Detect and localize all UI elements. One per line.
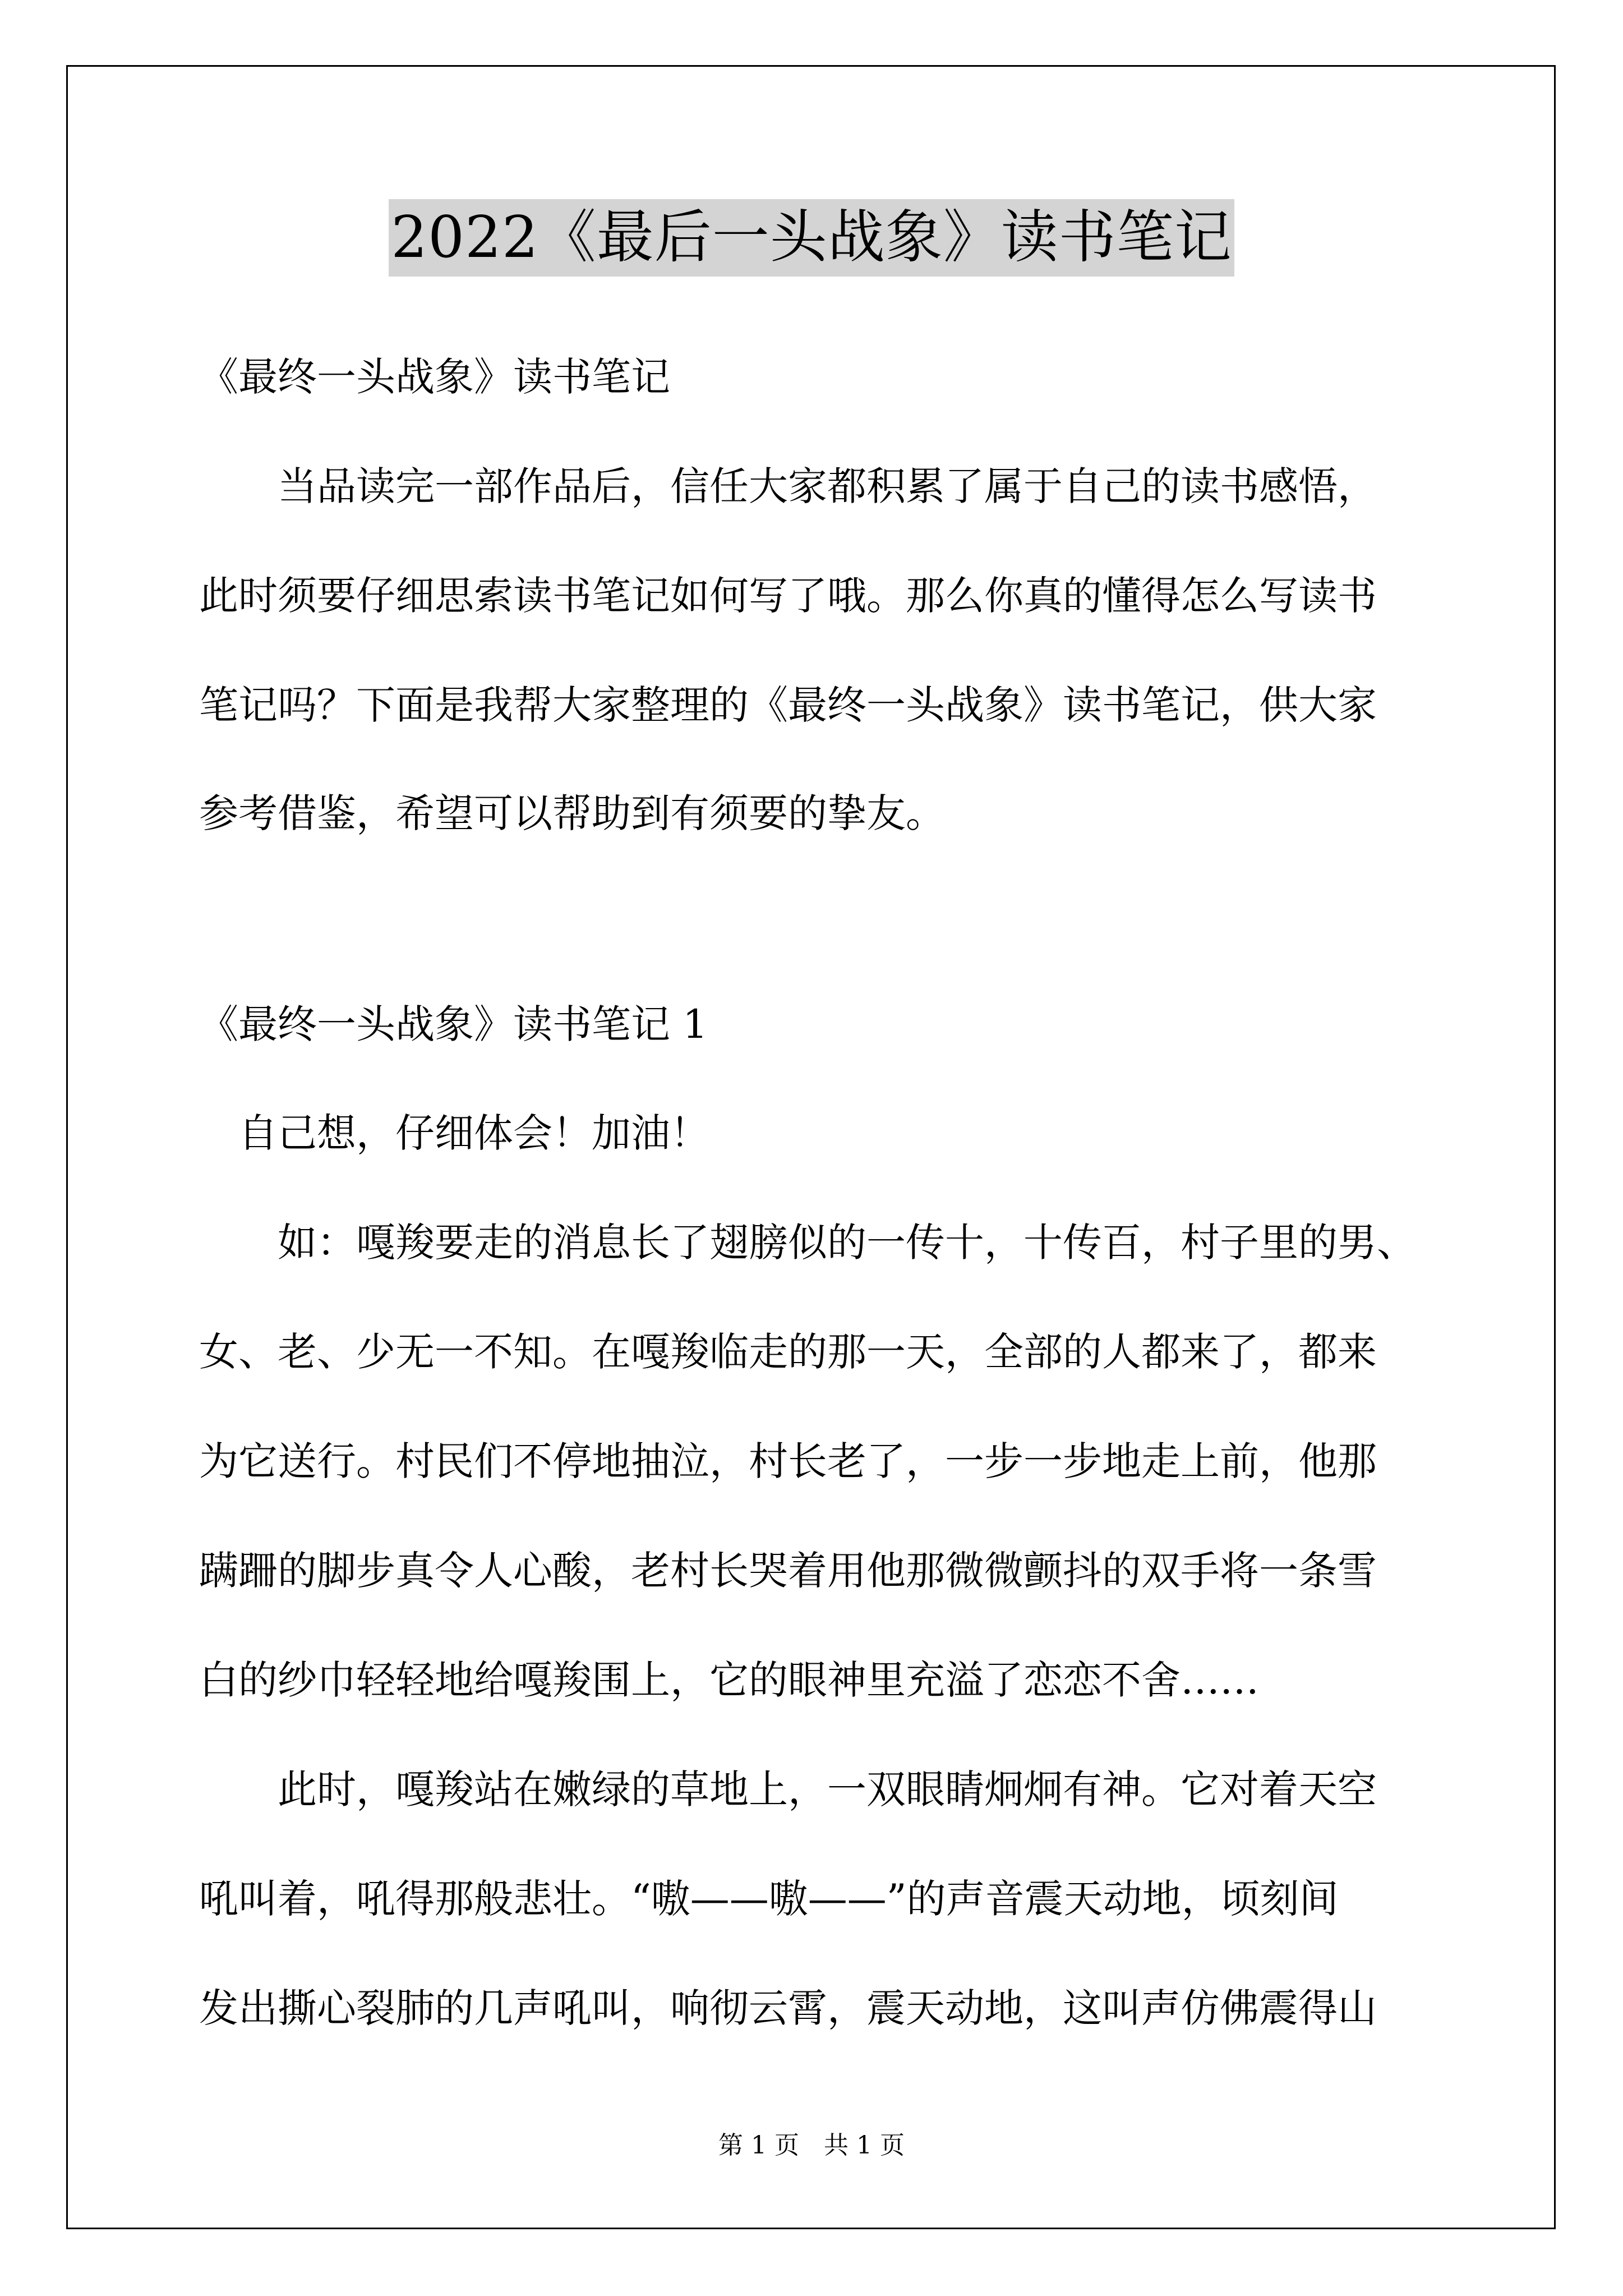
paragraph-line: 笔记吗？下面是我帮大家整理的《最终一头战象》读书笔记，供大家	[199, 682, 1377, 728]
paragraph-line: 参考借鉴，希望可以帮助到有须要的挚友。	[199, 790, 945, 836]
paragraph-line: 蹒跚的脚步真令人心酸，老村长哭着用他那微微颤抖的双手将一条雪	[199, 1548, 1377, 1594]
paragraph-line: 为它送行。村民们不停地抽泣，村长老了，一步一步地走上前，他那	[199, 1438, 1377, 1484]
paragraph-line: 自己想，仔细体会！加油！	[199, 1110, 709, 1156]
section-heading: 《最终一头战象》读书笔记 1	[199, 1001, 708, 1047]
page-footer: 第 1 页 共 1 页	[718, 2131, 905, 2160]
paragraph-line: 此时，嘎羧站在嫩绿的草地上，一双眼睛炯炯有神。它对着天空	[199, 1766, 1377, 1812]
paragraph-line: 此时须要仔细思索读书笔记如何写了哦。那么你真的懂得怎么写读书	[199, 573, 1377, 619]
paragraph-line: 吼叫着，吼得那般悲壮。“嗷——嗷——”的声音震天动地，顷刻间	[199, 1876, 1339, 1922]
paragraph-line: 当品读完一部作品后，信任大家都积累了属于自己的读书感悟，	[199, 463, 1377, 509]
paragraph-line: 发出撕心裂肺的几声吼叫，响彻云霄，震天动地，这叫声仿佛震得山	[199, 1985, 1377, 2031]
paragraph-line: 如：嘎羧要走的消息长了翅膀似的一传十，十传百，村子里的男、	[199, 1220, 1416, 1266]
title-container	[0, 199, 1623, 277]
document-title: 2022《最后一头战象》读书笔记	[389, 199, 1234, 277]
paragraph-line: 女、老、少无一不知。在嘎羧临走的那一天，全部的人都来了，都来	[199, 1329, 1377, 1375]
paragraph-line: 白的纱巾轻轻地给嘎羧围上，它的眼神里充溢了恋恋不舍……	[199, 1657, 1259, 1703]
subtitle: 《最终一头战象》读书笔记	[199, 354, 670, 400]
